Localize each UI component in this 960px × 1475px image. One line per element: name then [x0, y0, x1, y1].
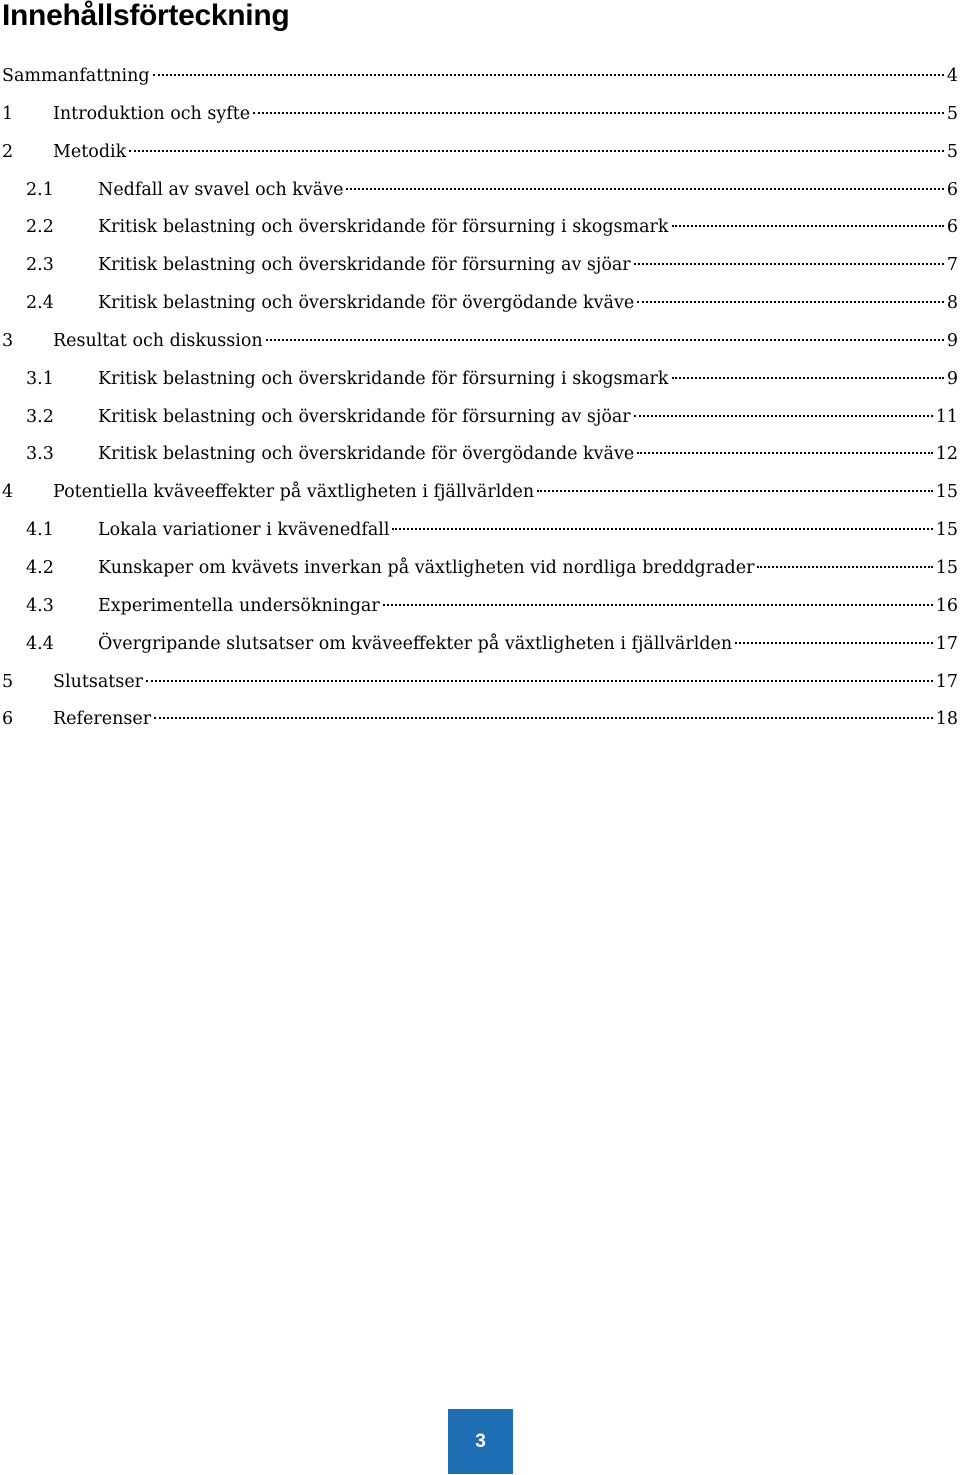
toc-entry-title[interactable]: Slutsatser — [53, 671, 144, 692]
toc-section-number: 3.3 — [26, 444, 54, 465]
toc-entry-title[interactable]: Övergripande slutsatser om kväveeffekter på växtligheten i fjällvärlden — [98, 633, 733, 654]
toc-entry-title[interactable]: Introduktion och syfte — [53, 103, 251, 124]
toc-page-number[interactable]: 16 — [935, 595, 958, 616]
toc-entry-4-3[interactable] — [0, 588, 960, 626]
toc-dot-leader — [154, 717, 933, 719]
toc-section-number: 2.4 — [26, 293, 54, 314]
toc-entry-3-1[interactable] — [0, 361, 960, 399]
toc-entry-6[interactable] — [0, 701, 960, 739]
toc-entry-2-2[interactable] — [0, 209, 960, 247]
toc-entry-title[interactable]: Kritisk belastning och överskridande för övergödande kväve — [98, 293, 635, 314]
toc-section-number: 2.2 — [26, 217, 54, 238]
toc-dot-leader — [634, 415, 933, 417]
toc-entry-sammanfattning[interactable] — [0, 58, 960, 96]
toc-section-number: 5 — [2, 671, 14, 692]
toc-entry-title[interactable]: Referenser — [53, 709, 152, 730]
toc-dot-leader — [537, 490, 933, 492]
toc-entry-4-2[interactable] — [0, 550, 960, 588]
page-number-badge — [448, 1409, 513, 1474]
toc-section-number: 2.1 — [26, 179, 54, 200]
toc-entry-3-3[interactable] — [0, 436, 960, 474]
toc-entry-3[interactable] — [0, 323, 960, 361]
toc-section-number: 4.4 — [26, 633, 54, 654]
toc-entry-title[interactable]: Kritisk belastning och överskridande för försurning av sjöar — [98, 255, 631, 276]
toc-dot-leader — [253, 112, 944, 114]
toc-dot-leader — [634, 263, 944, 265]
toc-page-number[interactable]: 6 — [946, 217, 958, 238]
toc-entry-title[interactable]: Metodik — [53, 141, 127, 162]
toc-dot-leader — [672, 377, 944, 379]
toc-page-number[interactable]: 4 — [946, 66, 958, 86]
toc-section-number: 4.3 — [26, 595, 54, 616]
toc-page-number[interactable]: 15 — [935, 482, 958, 503]
table-of-contents — [0, 58, 960, 739]
toc-dot-leader — [392, 528, 932, 530]
toc-dot-leader — [637, 452, 932, 454]
toc-page-number[interactable]: 11 — [935, 406, 958, 427]
toc-entry-title[interactable]: Kritisk belastning och överskridande för försurning av sjöar — [98, 406, 631, 427]
toc-entry-title[interactable]: Kunskaper om kvävets inverkan på växtligheten vid nordliga breddgrader — [98, 557, 755, 578]
toc-section-number: 1 — [2, 103, 14, 124]
toc-entry-5[interactable] — [0, 664, 960, 702]
toc-section-number: 3.2 — [26, 406, 54, 427]
toc-page-number[interactable]: 9 — [946, 368, 958, 389]
toc-page-number[interactable]: 8 — [946, 293, 958, 314]
toc-page-number[interactable]: 15 — [935, 557, 958, 578]
toc-dot-leader — [735, 642, 933, 644]
toc-entry-2-3[interactable] — [0, 247, 960, 285]
toc-page-number[interactable]: 17 — [935, 671, 958, 692]
toc-dot-leader — [637, 301, 944, 303]
toc-page-number[interactable]: 12 — [935, 444, 958, 465]
toc-page-number[interactable]: 17 — [935, 633, 958, 654]
toc-entry-title[interactable]: Nedfall av svavel och kväve — [98, 179, 344, 200]
toc-dot-leader — [672, 225, 944, 227]
toc-page-number[interactable]: 7 — [946, 255, 958, 276]
toc-entry-3-2[interactable] — [0, 399, 960, 437]
toc-section-number: 4.2 — [26, 557, 54, 578]
toc-entry-title[interactable]: Kritisk belastning och överskridande för övergödande kväve — [98, 444, 635, 465]
toc-entry-title[interactable]: Potentiella kväveeffekter på växtligheten i fjällvärlden — [53, 482, 535, 503]
toc-dot-leader — [346, 188, 943, 190]
toc-entry-2-1[interactable] — [0, 172, 960, 210]
toc-section-number: 3 — [2, 330, 14, 351]
toc-section-number: 2 — [2, 141, 14, 162]
toc-section-number: 4.1 — [26, 520, 54, 541]
toc-section-number: 6 — [2, 709, 14, 730]
toc-section-number: 4 — [2, 482, 14, 503]
toc-entry-4[interactable] — [0, 474, 960, 512]
toc-entry-title[interactable]: Sammanfattning — [2, 66, 150, 86]
toc-page-number[interactable]: 5 — [946, 103, 958, 124]
toc-entry-title[interactable]: Lokala variationer i kvävenedfall — [98, 520, 390, 541]
toc-page-number[interactable]: 18 — [935, 709, 958, 730]
toc-entry-4-1[interactable] — [0, 512, 960, 550]
toc-page-number[interactable]: 9 — [946, 330, 958, 351]
toc-page-number[interactable]: 5 — [946, 141, 958, 162]
toc-section-number: 2.3 — [26, 255, 54, 276]
toc-entry-2[interactable] — [0, 134, 960, 172]
toc-page-number[interactable]: 15 — [935, 520, 958, 541]
toc-dot-leader — [383, 604, 933, 606]
toc-dot-leader — [153, 74, 944, 76]
page-title: Innehållsförteckning — [2, 0, 290, 32]
toc-page-number[interactable]: 6 — [946, 179, 958, 200]
page-number: 3 — [475, 1430, 486, 1452]
toc-dot-leader — [146, 680, 933, 682]
toc-entry-title[interactable]: Kritisk belastning och överskridande för försurning i skogsmark — [98, 217, 669, 238]
toc-entry-1[interactable] — [0, 96, 960, 134]
toc-entry-2-4[interactable] — [0, 285, 960, 323]
toc-entry-4-4[interactable] — [0, 626, 960, 664]
toc-entry-title[interactable]: Experimentella undersökningar — [98, 595, 380, 616]
toc-section-number: 3.1 — [26, 368, 54, 389]
toc-dot-leader — [757, 566, 932, 568]
toc-dot-leader — [266, 339, 944, 341]
toc-dot-leader — [129, 150, 944, 152]
toc-entry-title[interactable]: Resultat och diskussion — [53, 330, 263, 351]
toc-entry-title[interactable]: Kritisk belastning och överskridande för försurning i skogsmark — [98, 368, 669, 389]
